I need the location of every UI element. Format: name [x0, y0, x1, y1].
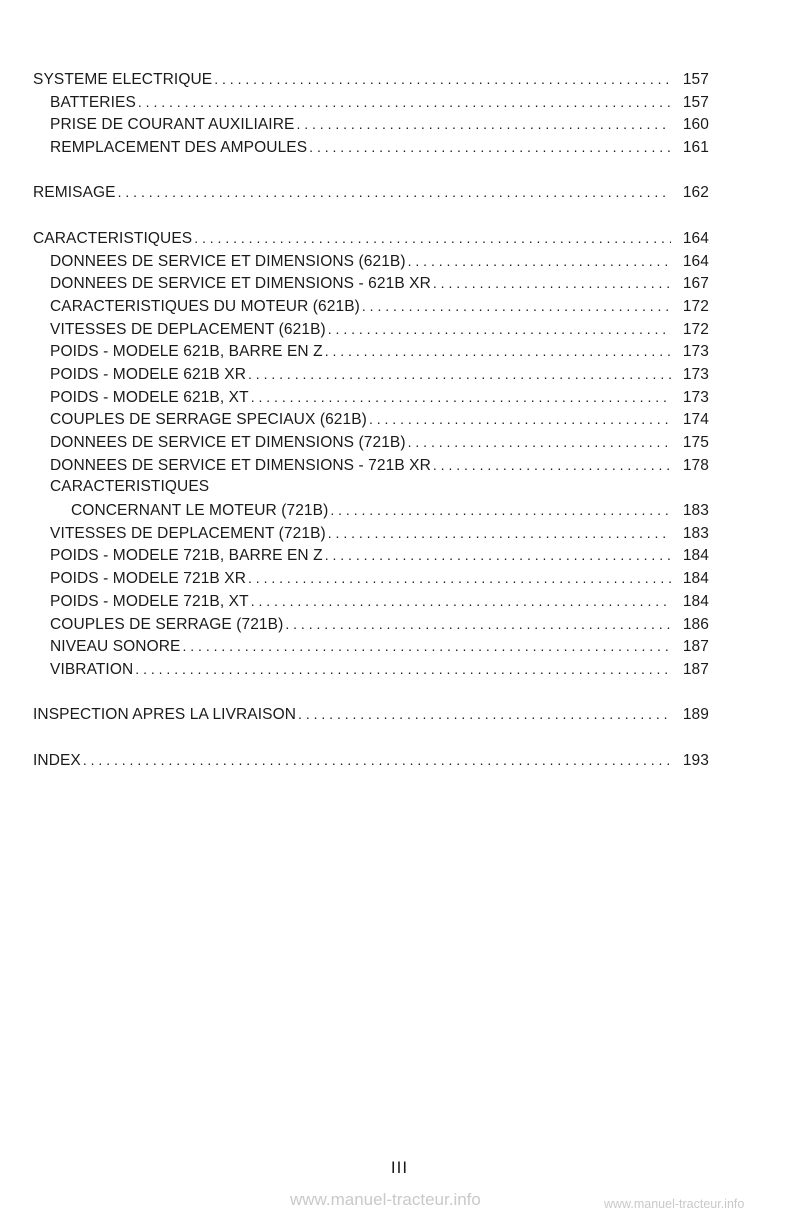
- toc-entry-title: VIBRATION: [50, 660, 134, 678]
- toc-dot-leader: [285, 613, 671, 636]
- toc-entry-page: 157: [682, 71, 709, 88]
- toc-dot-leader: [183, 635, 672, 658]
- toc-dot-leader: [118, 181, 671, 204]
- toc-entry-page: 189: [682, 706, 709, 724]
- toc-entry: [33, 431, 709, 454]
- watermark-url: www.manuel-tracteur.info: [290, 1190, 481, 1209]
- toc-entry: [33, 272, 709, 295]
- toc-entry-title: DONNEES DE SERVICE ET DIMENSIONS (721B): [50, 434, 406, 451]
- toc-entry-title: DONNEES DE SERVICE ET DIMENSIONS - 721B XR: [50, 456, 431, 474]
- toc-entry-title: VITESSES DE DEPLACEMENT (721B): [50, 524, 326, 542]
- toc-entry-title: COUPLES DE SERRAGE SPECIAUX (621B): [50, 411, 367, 429]
- toc-entry-title: REMPLACEMENT DES AMPOULES: [50, 139, 308, 157]
- toc-entry: [33, 136, 709, 159]
- toc-entry-page: 183: [682, 502, 709, 520]
- toc-entry: [33, 499, 709, 522]
- toc-entry-page: 172: [682, 320, 709, 338]
- toc-entry-page: 162: [682, 184, 709, 202]
- toc-entry-title: CARACTERISTIQUES: [50, 478, 210, 496]
- toc-entry-page: 174: [682, 411, 709, 429]
- toc-entry-title: POIDS - MODELE 621B, BARRE EN Z: [50, 343, 323, 361]
- toc-dot-leader: [328, 522, 671, 545]
- toc-dot-leader: [325, 340, 671, 363]
- toc-entry-page: 157: [682, 93, 709, 111]
- toc-entry: [33, 590, 709, 613]
- toc-dot-leader: [214, 68, 671, 91]
- toc-dot-leader: [408, 431, 671, 454]
- toc-entry: [33, 295, 709, 318]
- toc-dot-leader: [135, 658, 671, 681]
- toc-entry-title: BATTERIES: [50, 93, 136, 111]
- toc-dot-leader: [248, 567, 671, 590]
- toc-entry-title: POIDS - MODELE 721B, XT: [50, 592, 249, 610]
- table-of-contents: [33, 68, 709, 771]
- toc-entry-title: INDEX: [33, 751, 81, 769]
- toc-entry: [33, 476, 709, 499]
- toc-entry: [33, 522, 709, 545]
- toc-entry-title: PRISE DE COURANT AUXILIAIRE: [50, 116, 295, 134]
- toc-entry-title: DONNEES DE SERVICE ET DIMENSIONS - 621B XR: [50, 275, 431, 293]
- toc-entry: [33, 181, 709, 204]
- toc-entry-title: POIDS - MODELE 721B XR: [50, 570, 247, 588]
- toc-entry-page: 161: [682, 139, 709, 157]
- toc-dot-leader: [433, 454, 671, 477]
- toc-dot-leader: [328, 318, 671, 341]
- toc-entry: [33, 703, 709, 726]
- toc-dot-leader: [298, 703, 671, 726]
- toc-entry-title: CARACTERISTIQUES DU MOTEUR (621B): [50, 297, 360, 315]
- toc-entry-title: NIVEAU SONORE: [50, 638, 181, 656]
- toc-entry: [33, 250, 709, 273]
- toc-entry-title: REMISAGE: [33, 184, 116, 202]
- toc-entry-page: 167: [682, 275, 709, 293]
- toc-dot-leader: [433, 272, 671, 295]
- toc-entry-page: 173: [682, 365, 709, 383]
- toc-dot-leader: [251, 590, 671, 613]
- toc-entry: [33, 408, 709, 431]
- toc-dot-leader: [251, 386, 671, 409]
- toc-entry: [33, 454, 709, 477]
- watermark-url-corner: www.manuel-tracteur.info: [604, 1197, 745, 1211]
- toc-dot-leader: [408, 250, 671, 273]
- toc-dot-leader: [309, 136, 671, 159]
- toc-entry: [33, 227, 709, 250]
- toc-entry-page: 164: [682, 229, 709, 247]
- toc-entry: [33, 613, 709, 636]
- toc-entry: [33, 318, 709, 341]
- toc-entry-title: CARACTERISTIQUES: [33, 229, 193, 247]
- toc-entry: [33, 544, 709, 567]
- toc-entry-title: VITESSES DE DEPLACEMENT (621B): [50, 320, 326, 338]
- toc-entry-title: CONCERNANT LE MOTEUR (721B): [71, 502, 329, 520]
- toc-dot-leader: [248, 363, 671, 386]
- toc-entry-page: 178: [682, 456, 709, 474]
- toc-entry-page: 164: [682, 252, 709, 270]
- toc-entry: [33, 658, 709, 681]
- toc-entry: [33, 567, 709, 590]
- toc-entry-page: 184: [682, 592, 709, 610]
- toc-entry-page: 173: [682, 343, 709, 361]
- toc-dot-leader: [296, 113, 671, 136]
- toc-dot-leader: [369, 408, 671, 431]
- toc-entry-title: POIDS - MODELE 621B, XT: [50, 388, 249, 406]
- toc-entry-page: 187: [682, 660, 709, 678]
- page-number: III: [390, 1158, 409, 1177]
- toc-dot-leader: [325, 544, 671, 567]
- toc-entry-page: 186: [682, 615, 709, 633]
- toc-entry-page: 175: [682, 434, 709, 451]
- toc-entry-page: 184: [682, 547, 709, 565]
- toc-dot-leader: [194, 227, 671, 250]
- toc-entry: [33, 91, 709, 114]
- toc-entry: [33, 340, 709, 363]
- toc-entry-page: 184: [682, 570, 709, 588]
- toc-entry-page: 172: [682, 297, 709, 315]
- toc-dot-leader: [330, 499, 671, 522]
- toc-entry-title: COUPLES DE SERRAGE (721B): [50, 615, 284, 633]
- toc-entry-title: POIDS - MODELE 621B XR: [50, 365, 247, 383]
- toc-entry-title: DONNEES DE SERVICE ET DIMENSIONS (621B): [50, 252, 406, 270]
- toc-entry-title: POIDS - MODELE 721B, BARRE EN Z: [50, 547, 323, 565]
- toc-entry: [33, 68, 709, 91]
- toc-entry-page: 160: [682, 116, 709, 134]
- toc-entry-page: 173: [682, 388, 709, 406]
- toc-entry-title: SYSTEME ELECTRIQUE: [33, 71, 213, 88]
- toc-entry: [33, 113, 709, 136]
- toc-entry: [33, 635, 709, 658]
- toc-entry-page: 183: [682, 524, 709, 542]
- toc-entry: [33, 363, 709, 386]
- toc-entry: [33, 386, 709, 409]
- toc-entry-page: 193: [682, 751, 709, 769]
- toc-entry: [33, 749, 709, 772]
- toc-dot-leader: [362, 295, 671, 318]
- toc-dot-leader: [83, 749, 671, 772]
- toc-entry-page: 187: [682, 638, 709, 656]
- toc-dot-leader: [138, 91, 671, 114]
- toc-entry-title: INSPECTION APRES LA LIVRAISON: [33, 706, 297, 724]
